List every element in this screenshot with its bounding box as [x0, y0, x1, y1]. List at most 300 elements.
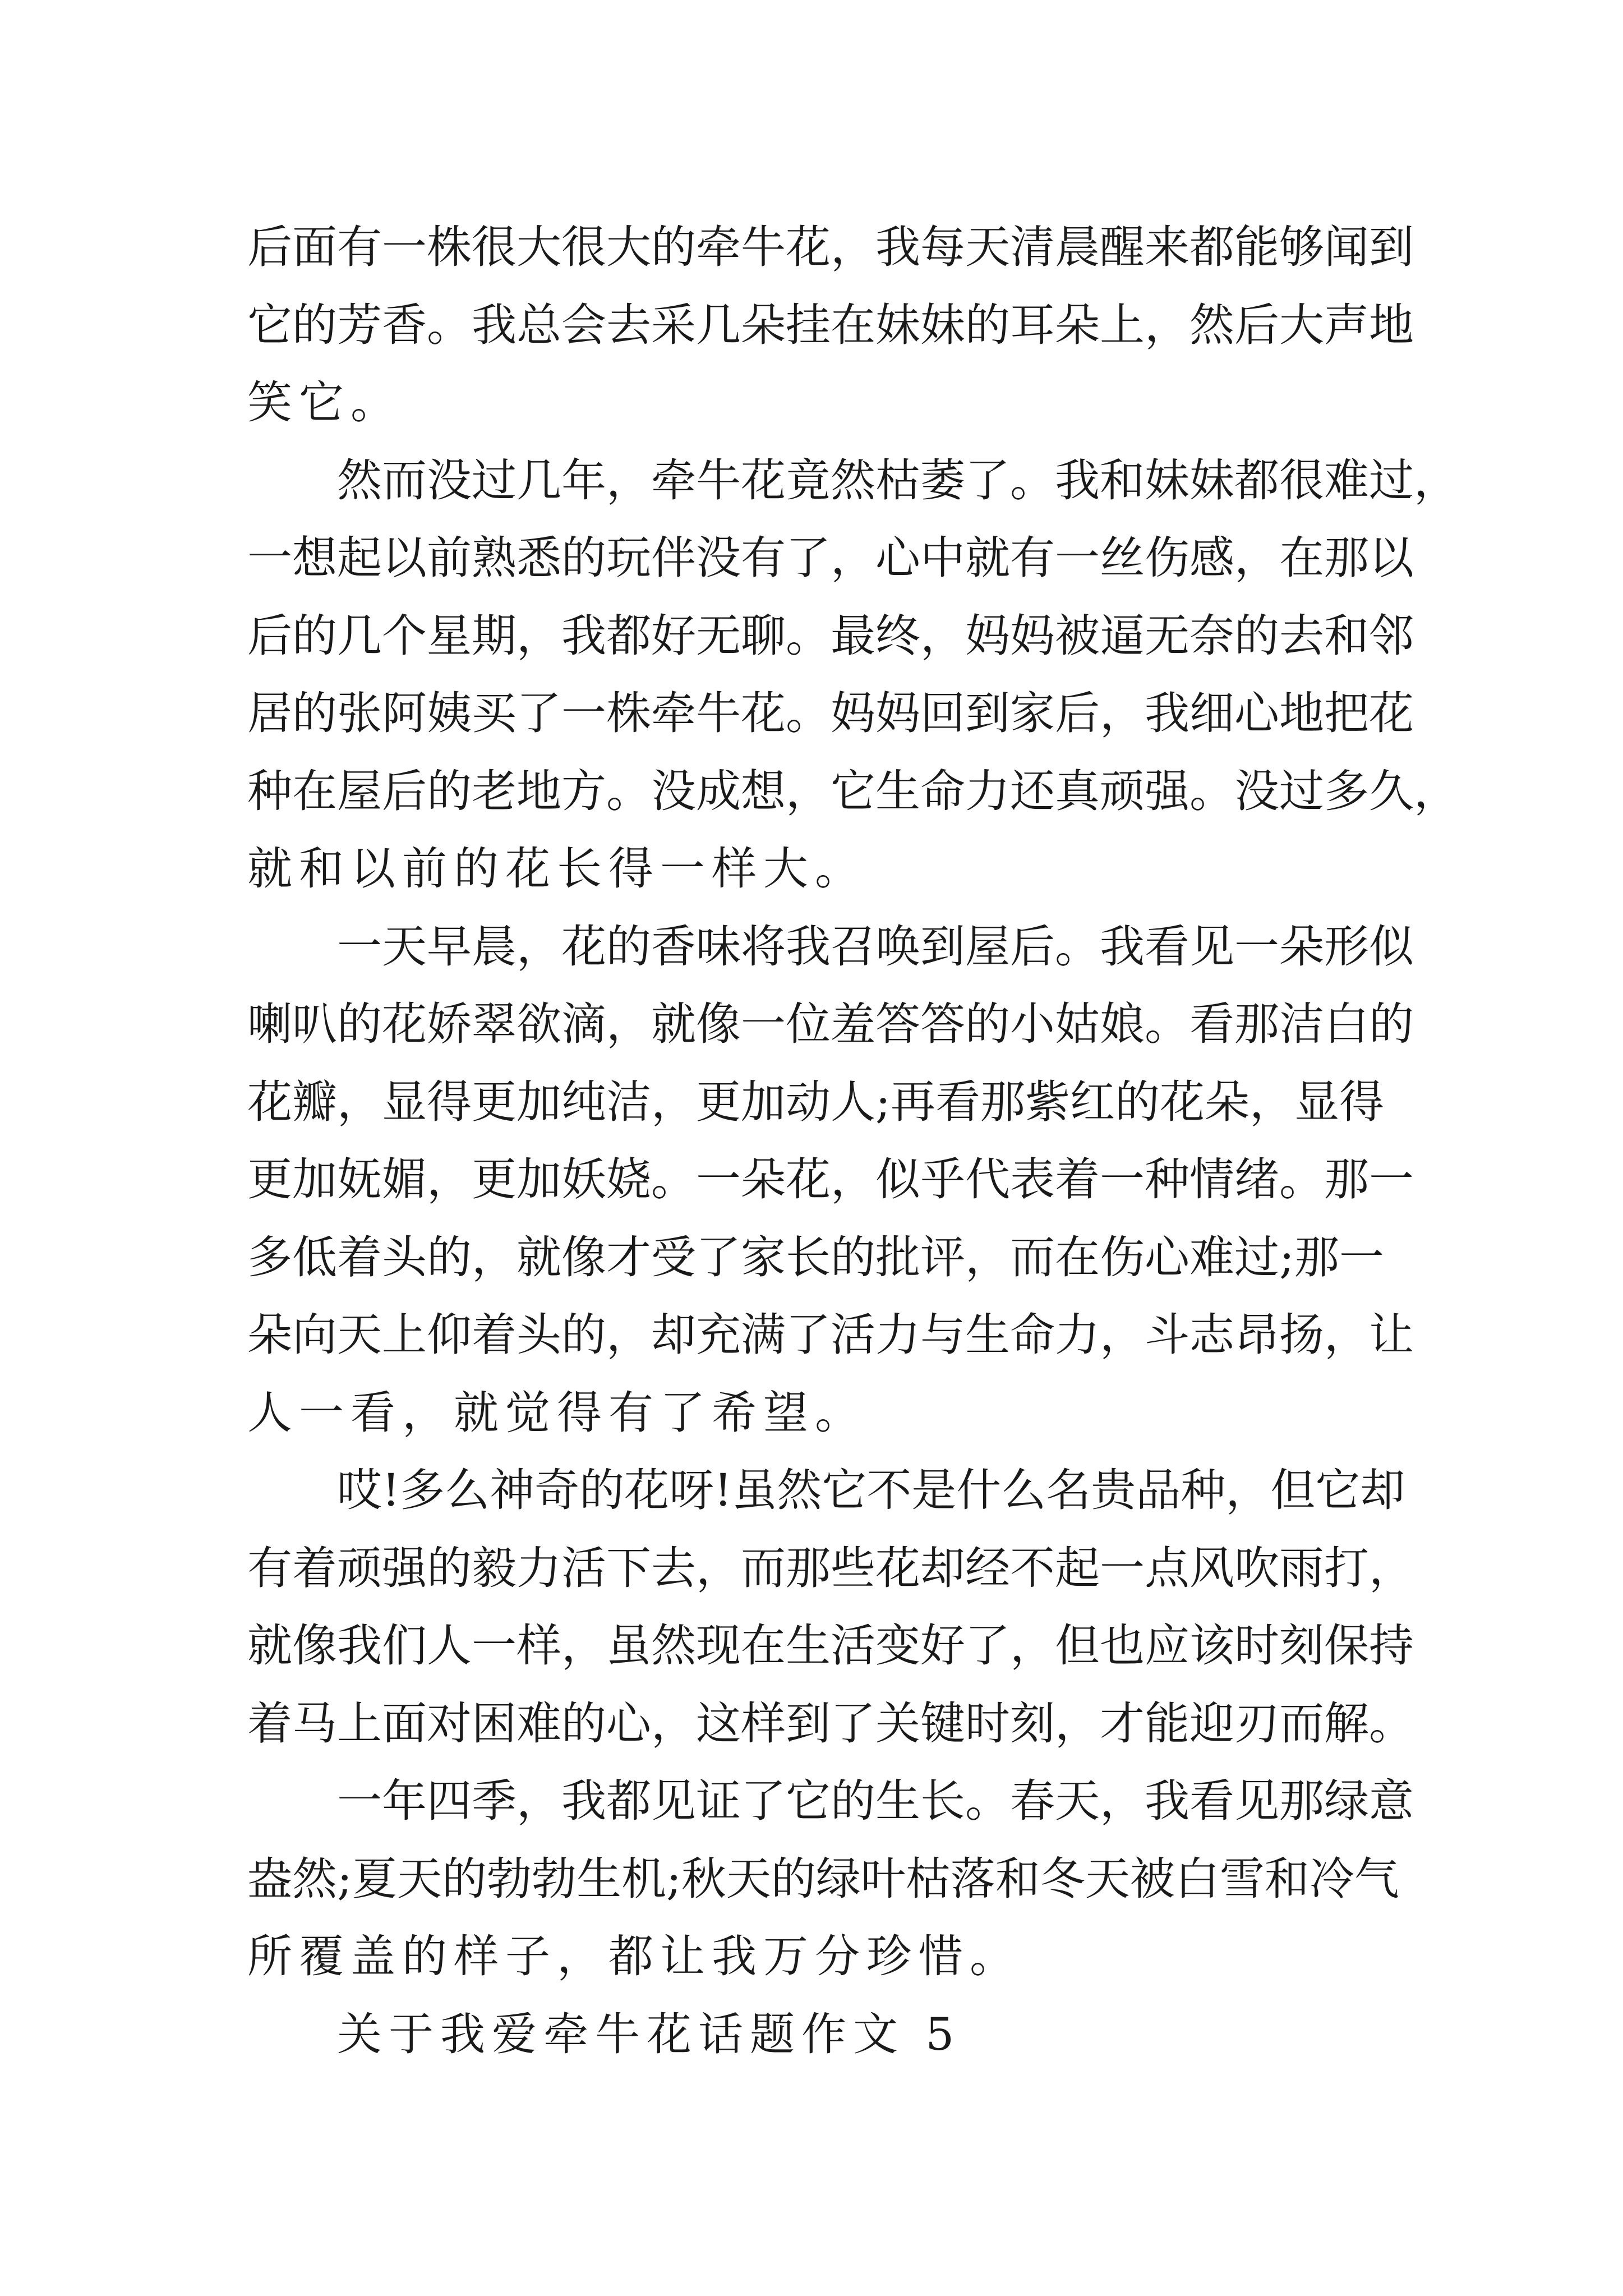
glyph: 们 [382, 1619, 427, 1672]
glyph: 情 [1189, 1153, 1234, 1205]
glyph: 清 [1010, 221, 1055, 273]
glyph: 低 [292, 1231, 337, 1283]
line-text [247, 986, 1414, 1064]
line-text [247, 1607, 1414, 1685]
glyph: 天 [337, 1309, 382, 1361]
glyph: 大 [517, 221, 561, 273]
glyph: 居 [247, 687, 292, 739]
glyph: 家 [1010, 687, 1055, 739]
glyph: 见 [1189, 920, 1234, 973]
text-line [247, 753, 1459, 831]
glyph: 虽 [732, 1464, 777, 1516]
glyph: 贵 [1091, 1464, 1136, 1516]
glyph: 对 [427, 1697, 472, 1750]
glyph: 。 [786, 609, 831, 662]
glyph: 邻 [1369, 609, 1414, 662]
glyph: 我 [875, 221, 920, 273]
glyph: 了 [786, 1309, 831, 1361]
glyph: 而 [1010, 1231, 1055, 1283]
glyph: 的 [427, 1231, 472, 1283]
glyph: 是 [911, 1464, 957, 1516]
glyph: 毅 [472, 1542, 517, 1594]
glyph: 天 [965, 221, 1010, 273]
glyph: 着 [292, 1542, 337, 1594]
glyph: 花 [741, 454, 786, 507]
glyph: 回 [920, 687, 965, 739]
glyph: 它 [1315, 1464, 1361, 1516]
glyph: 见 [651, 1775, 696, 1827]
glyph: 更 [472, 1075, 517, 1128]
glyph: 满 [741, 1309, 786, 1361]
glyph: ， [1100, 1309, 1145, 1361]
glyph: 扬 [1279, 1309, 1324, 1361]
glyph: 妈 [965, 609, 1010, 662]
glyph: 加 [517, 1075, 561, 1128]
line-text [337, 1763, 1414, 1841]
glyph: 那 [1279, 1775, 1324, 1827]
glyph: 阿 [382, 687, 427, 739]
glyph: 一 [337, 1775, 382, 1827]
glyph: 天 [726, 1852, 771, 1905]
glyph: 起 [1055, 1542, 1100, 1594]
glyph: 像 [696, 998, 741, 1050]
glyph: 屋 [337, 765, 382, 817]
glyph: 着 [337, 1231, 382, 1283]
glyph: 落 [950, 1852, 995, 1905]
glyph: 受 [651, 1231, 696, 1283]
glyph: 生 [576, 1852, 621, 1905]
glyph: 秋 [681, 1852, 726, 1905]
glyph: 无 [696, 609, 741, 662]
glyph: ， [1414, 765, 1459, 817]
glyph: 能 [1234, 221, 1279, 273]
glyph: 。 [1189, 765, 1234, 817]
glyph: 的 [292, 298, 337, 351]
glyph: 难 [1189, 1231, 1234, 1283]
glyph: 了 [696, 1231, 741, 1283]
glyph: 够 [1279, 221, 1324, 273]
line-text [337, 442, 1459, 520]
glyph: 才 [606, 1231, 651, 1283]
glyph: 来 [1145, 221, 1189, 273]
glyph: 我 [561, 1775, 606, 1827]
glyph: ， [696, 1542, 741, 1594]
glyph: 有 [741, 532, 786, 584]
glyph: 夏 [352, 1852, 397, 1905]
glyph: 头 [517, 1309, 561, 1361]
glyph: 到 [965, 687, 1010, 739]
glyph: 它 [831, 765, 875, 817]
glyph: 代 [965, 1153, 1010, 1205]
essay-title-line [247, 1996, 1383, 2074]
glyph: 品 [1136, 1464, 1181, 1516]
glyph: 把 [1324, 687, 1369, 739]
glyph: 然 [292, 1852, 337, 1905]
glyph: 瓣 [292, 1075, 337, 1128]
glyph: 我 [786, 920, 831, 973]
glyph: 翠 [472, 998, 517, 1050]
glyph: 的 [965, 298, 1010, 351]
glyph: 采 [651, 298, 696, 351]
glyph: 牵 [651, 687, 696, 739]
glyph: 没 [696, 532, 741, 584]
glyph: 时 [965, 1697, 1010, 1750]
glyph: 的 [831, 1775, 875, 1827]
glyph: ， [1369, 1542, 1414, 1594]
glyph: 哎 [337, 1464, 382, 1516]
glyph: 星 [427, 609, 472, 662]
glyph: 在 [292, 765, 337, 817]
glyph: 没 [1234, 765, 1279, 817]
glyph: 我 [1145, 1775, 1189, 1827]
glyph: ， [651, 1075, 696, 1128]
glyph: 加 [517, 1153, 561, 1205]
glyph: 心 [606, 1697, 651, 1750]
glyph: 长 [920, 1775, 965, 1827]
glyph: 的 [965, 998, 1010, 1050]
glyph: 却 [651, 1309, 696, 1361]
glyph: 枯 [875, 454, 920, 507]
glyph: 伴 [651, 532, 696, 584]
glyph: 和 [1100, 454, 1145, 507]
glyph: 么 [445, 1464, 490, 1516]
glyph: 冷 [1309, 1852, 1354, 1905]
glyph: 聊 [741, 609, 786, 662]
glyph: 几 [337, 609, 382, 662]
glyph: 奇 [534, 1464, 580, 1516]
glyph: 没 [427, 454, 472, 507]
glyph: 朵 [1055, 298, 1100, 351]
glyph: 竟 [786, 454, 831, 507]
glyph: 而 [1279, 1697, 1324, 1750]
glyph: 的 [831, 1231, 875, 1283]
glyph: 在 [1279, 532, 1324, 584]
glyph: 着 [1055, 1153, 1100, 1205]
glyph: 。 [1055, 920, 1100, 973]
glyph: 形 [1324, 920, 1369, 973]
glyph: 心 [1145, 1231, 1189, 1283]
glyph: 生 [875, 765, 920, 817]
line-text: 笑它。 [247, 376, 402, 429]
text-line [247, 287, 1414, 365]
glyph: 神 [490, 1464, 535, 1516]
glyph: 像 [292, 1619, 337, 1672]
text-line [247, 1607, 1414, 1685]
glyph: 经 [965, 1542, 1010, 1594]
glyph: 气 [1354, 1852, 1399, 1905]
glyph: 命 [920, 765, 965, 817]
glyph: 朵 [247, 1309, 292, 1361]
glyph: 终 [875, 609, 920, 662]
glyph: 虽 [606, 1619, 651, 1672]
glyph: 香 [382, 298, 427, 351]
glyph: 和 [1264, 1852, 1310, 1905]
line-text [247, 209, 1414, 287]
glyph: 久 [1369, 765, 1414, 817]
glyph: 绪 [1234, 1153, 1279, 1205]
glyph: 滴 [561, 998, 606, 1050]
glyph: ， [606, 1309, 651, 1361]
glyph: 天 [382, 920, 427, 973]
glyph: 盎 [247, 1852, 292, 1905]
glyph: 叭 [292, 998, 337, 1050]
glyph: 种 [1181, 1464, 1226, 1516]
glyph: 芳 [337, 298, 382, 351]
glyph: 去 [651, 1542, 696, 1594]
glyph: 评 [920, 1231, 965, 1283]
glyph: 显 [382, 1075, 427, 1128]
glyph: 不 [1010, 1542, 1055, 1594]
glyph: 天 [396, 1852, 442, 1905]
glyph: ， [606, 454, 651, 507]
glyph: 斗 [1145, 1309, 1189, 1361]
glyph: 多 [247, 1231, 292, 1283]
glyph: 更 [472, 1153, 517, 1205]
glyph: 株 [606, 687, 651, 739]
glyph: 花 [1369, 687, 1414, 739]
text-line [247, 1296, 1414, 1374]
glyph: 后 [247, 609, 292, 662]
glyph: 点 [1145, 1542, 1189, 1594]
glyph: ， [1145, 298, 1189, 351]
glyph: 花 [247, 1075, 292, 1128]
glyph: 难 [1324, 454, 1369, 507]
glyph: 仰 [427, 1309, 472, 1361]
glyph: 晨 [472, 920, 517, 973]
glyph: 挂 [786, 298, 831, 351]
glyph: 妈 [875, 687, 920, 739]
glyph: 天 [1055, 1775, 1100, 1827]
glyph: 和 [1324, 609, 1369, 662]
glyph: 株 [427, 221, 472, 273]
glyph: 和 [995, 1852, 1040, 1905]
text-line [247, 364, 1383, 442]
glyph: 多 [400, 1464, 445, 1516]
glyph: 我 [337, 1619, 382, 1672]
glyph: 都 [606, 1775, 651, 1827]
glyph: 人 [831, 1075, 875, 1128]
glyph: ; [337, 1852, 352, 1905]
glyph: 我 [1100, 920, 1145, 973]
glyph: 好 [920, 1619, 965, 1672]
glyph: ， [965, 1231, 1010, 1283]
glyph: 看 [1145, 920, 1189, 973]
glyph: 它 [786, 1775, 831, 1827]
text-line [247, 1530, 1414, 1608]
essay-body [247, 209, 1459, 2073]
glyph: 感 [1189, 532, 1234, 584]
text-line [247, 1374, 1383, 1452]
glyph: 刃 [1234, 1697, 1279, 1750]
glyph: 过 [1369, 454, 1414, 507]
text-line [247, 1064, 1383, 1142]
line-text [247, 753, 1459, 831]
glyph: 。 [427, 298, 472, 351]
line-text: 就和以前的花长得一样大。 [247, 843, 866, 895]
glyph: 更 [247, 1153, 292, 1205]
glyph: 长 [786, 1231, 831, 1283]
glyph: 那 [786, 1542, 831, 1594]
glyph: 一 [337, 920, 382, 973]
glyph: 花 [1159, 1075, 1205, 1128]
glyph: 后 [382, 765, 427, 817]
glyph: 昂 [1234, 1309, 1279, 1361]
glyph: 。 [1010, 454, 1055, 507]
glyph: 前 [427, 532, 472, 584]
glyph: ， [517, 1775, 561, 1827]
glyph: 牵 [651, 454, 696, 507]
line-text [247, 287, 1414, 365]
glyph: 逼 [1100, 609, 1145, 662]
glyph: 。 [786, 687, 831, 739]
glyph: 命 [1010, 1309, 1055, 1361]
glyph: 妈 [831, 687, 875, 739]
glyph: ， [1055, 1697, 1100, 1750]
glyph: 更 [696, 1075, 741, 1128]
line-text [247, 1685, 1414, 1763]
glyph: 却 [1360, 1464, 1405, 1516]
line-text [337, 1452, 1405, 1530]
glyph: 着 [472, 1309, 517, 1361]
glyph: 向 [292, 1309, 337, 1361]
glyph: 洁 [606, 1075, 651, 1128]
text-line [247, 1918, 1383, 1996]
glyph: 多 [1324, 765, 1369, 817]
glyph: 绿 [1324, 1775, 1369, 1827]
glyph: 了 [786, 532, 831, 584]
glyph: ， [1100, 687, 1145, 739]
glyph: 声 [1324, 298, 1369, 351]
glyph: 朵 [1279, 920, 1324, 973]
glyph: 我 [1055, 454, 1100, 507]
glyph: 一 [472, 1619, 517, 1672]
glyph: 一 [382, 221, 427, 273]
glyph: 迎 [1189, 1697, 1234, 1750]
glyph: 了 [831, 1697, 875, 1750]
glyph: 那 [1324, 532, 1369, 584]
glyph: 张 [337, 687, 382, 739]
glyph: 朵 [741, 1153, 786, 1205]
text-line [247, 1219, 1383, 1297]
glyph: 成 [696, 765, 741, 817]
text-line [247, 209, 1414, 287]
glyph: 白 [1324, 998, 1369, 1050]
glyph: 强 [1145, 765, 1189, 817]
glyph: 了 [517, 687, 561, 739]
glyph: ， [831, 221, 875, 273]
glyph: 奈 [1189, 609, 1234, 662]
glyph: 洁 [1279, 998, 1324, 1050]
glyph: 个 [382, 609, 427, 662]
glyph: 在 [741, 1619, 786, 1672]
glyph: 的 [561, 1309, 606, 1361]
glyph: 无 [1145, 609, 1189, 662]
glyph: 我 [1145, 687, 1189, 739]
glyph: 牛 [696, 687, 741, 739]
glyph: 后 [1010, 920, 1055, 973]
glyph: 力 [517, 1542, 561, 1594]
glyph: ， [472, 1231, 517, 1283]
glyph: 妹 [1145, 454, 1189, 507]
glyph: 。 [965, 1775, 1010, 1827]
glyph: 见 [1234, 1775, 1279, 1827]
glyph: 表 [1010, 1153, 1055, 1205]
glyph: 羞 [831, 998, 875, 1050]
glyph: 就 [247, 1619, 292, 1672]
glyph: 枯 [905, 1852, 951, 1905]
glyph: 就 [517, 1231, 561, 1283]
glyph: ， [1414, 454, 1459, 507]
glyph: 没 [651, 765, 696, 817]
glyph: 白 [1174, 1852, 1220, 1905]
glyph: 。 [651, 1153, 696, 1205]
text-line [247, 1141, 1414, 1219]
glyph: 人 [427, 1619, 472, 1672]
glyph: 得 [1339, 1075, 1384, 1128]
glyph: 熟 [472, 532, 517, 584]
glyph: ， [1324, 1309, 1369, 1361]
glyph: 娘 [1100, 998, 1145, 1050]
glyph: 娆 [606, 1153, 651, 1205]
glyph: 似 [875, 1153, 920, 1205]
glyph: 天 [1085, 1852, 1130, 1905]
glyph: 悉 [517, 532, 561, 584]
glyph: ; [666, 1852, 681, 1905]
glyph: 一 [1369, 1153, 1414, 1205]
glyph: 好 [651, 609, 696, 662]
glyph: 花 [382, 998, 427, 1050]
glyph: 力 [875, 1309, 920, 1361]
glyph: 牛 [696, 454, 741, 507]
glyph: 牛 [741, 221, 786, 273]
glyph: 批 [875, 1231, 920, 1283]
glyph: ， [517, 609, 561, 662]
text-line [247, 1763, 1414, 1841]
glyph: 什 [956, 1464, 1002, 1516]
text-line [247, 1685, 1414, 1763]
glyph: 萎 [920, 454, 965, 507]
glyph: 就 [965, 532, 1010, 584]
glyph: ， [786, 765, 831, 817]
glyph: 。 [1145, 998, 1189, 1050]
glyph: 细 [1189, 687, 1234, 739]
glyph: 到 [786, 1697, 831, 1750]
glyph: 该 [1189, 1619, 1234, 1672]
glyph: 答 [875, 998, 920, 1050]
glyph: 玩 [606, 532, 651, 584]
glyph: 意 [1369, 1775, 1414, 1827]
glyph: 都 [1189, 221, 1234, 273]
glyph: 的 [427, 1542, 472, 1594]
glyph: 了 [965, 1619, 1010, 1672]
glyph: 花 [741, 687, 786, 739]
glyph: ， [1234, 532, 1279, 584]
glyph: 得 [427, 1075, 472, 1128]
glyph: 中 [920, 532, 965, 584]
glyph: 的 [1369, 998, 1414, 1050]
text-line [247, 597, 1414, 675]
glyph: 的 [337, 998, 382, 1050]
glyph: 时 [1234, 1619, 1279, 1672]
glyph: 以 [382, 532, 427, 584]
glyph: ， [337, 1075, 382, 1128]
glyph: 它 [822, 1464, 867, 1516]
glyph: 的 [651, 221, 696, 273]
glyph: 但 [1055, 1619, 1100, 1672]
glyph: 的 [579, 1464, 625, 1516]
glyph: 一 [1100, 1542, 1145, 1594]
glyph: 耳 [1010, 298, 1055, 351]
